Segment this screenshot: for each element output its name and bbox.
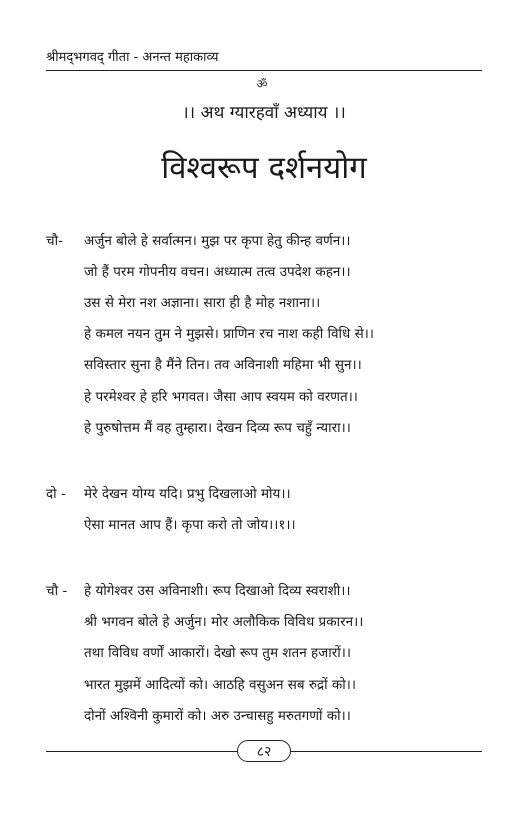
running-header: श्रीमद्‌भगवद्‌ गीता - अनन्त महाकाव्य — [46, 50, 219, 65]
verse-line: ऐसा मानत आप हैं। कृपा करो तो जोय।।१।। — [84, 517, 296, 533]
footer-rule-right — [291, 751, 482, 752]
stanza-label: चौ- — [46, 233, 63, 249]
verse-line: हे कमल नयन तुम ने मुझसे। प्राणिन रच नाश कही विधि से।। — [84, 326, 374, 342]
verse-line: श्री भगवन बोले हे अर्जुन। मोर अलौकिक विविध प्रकारन।। — [84, 614, 364, 630]
verse-line: हे परमेश्वर हे हरि भगवत। जैसा आप स्वयम को वरणत।। — [84, 389, 358, 405]
om-symbol: ॐ — [256, 77, 268, 91]
header-rule — [46, 70, 482, 71]
verse-line: तथा विविध वर्णों आकारों। देखो रूप तुम शतन हजारों।। — [84, 645, 351, 661]
verse-line: उस से मेरा नश अज्ञाना। सारा ही है मोह नशाना।। — [84, 295, 321, 311]
chapter-title: विश्वरूप दर्शनयोग — [161, 150, 367, 186]
verse-line: हे पुरुषोत्तम मैं वह तुम्हारा। देखन दिव्य रूप चहुँ न्यारा।। — [84, 420, 351, 436]
verse-line: मेरे देखन योग्य यदि। प्रभु दिखलाओ मोय।। — [84, 486, 291, 502]
page-number: ८२ — [237, 740, 291, 762]
verse-line: हे योगेश्वर उस अविनाशी। रूप दिखाओ दिव्य स्वराशी।। — [84, 583, 351, 599]
verse-line: दोनों अश्विनी कुमारों को। अरु उन्चासहु मरुतगणों को।। — [84, 708, 351, 724]
footer-rule-left — [46, 751, 237, 752]
stanza-label: चौ - — [46, 583, 68, 599]
chapter-heading: ।। अथ ग्यारहवाँ अध्याय ।। — [182, 103, 346, 123]
verse-line: भारत मुझमें आदित्यों को। आठहि वसुअन सब रुद्रों को।। — [84, 677, 356, 693]
verse-line: सविस्तार सुना है मैंने तिन। तव अविनाशी महिमा भी सुन।। — [84, 357, 362, 373]
verse-line: जो हैं परम गोपनीय वचन। अध्यात्म तत्व उपदेश कहन।। — [84, 264, 351, 280]
stanza-label: दो - — [46, 486, 66, 502]
verse-line: अर्जुन बोले हे सर्वात्मन। मुझ पर कृपा हेतु कीन्ह वर्णन।। — [84, 233, 351, 249]
